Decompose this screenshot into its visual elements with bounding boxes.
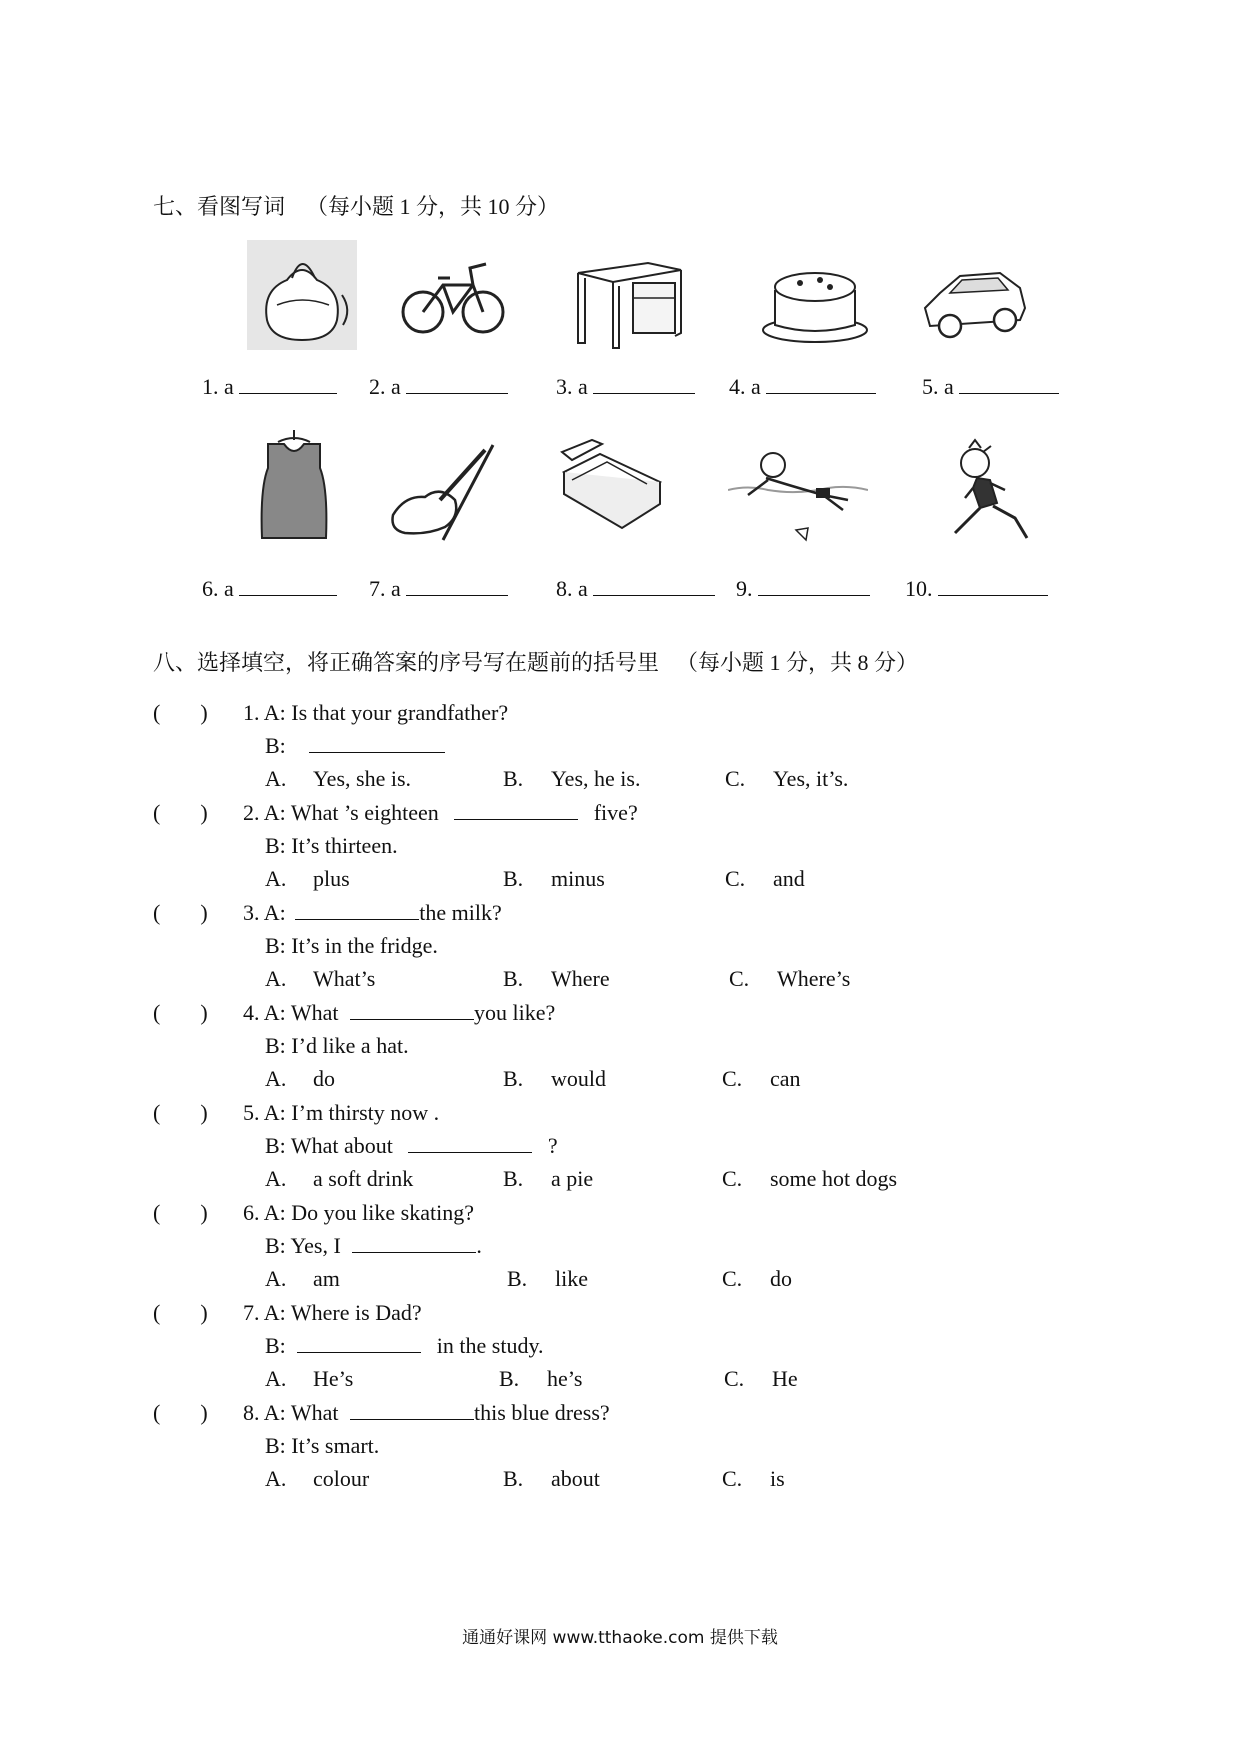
question-line-a: 3. A: the milk? bbox=[243, 900, 502, 925]
option-b: B. Yes, he is. bbox=[503, 766, 641, 791]
answer-parentheses[interactable]: ( ) bbox=[153, 900, 208, 925]
option-a: A. What’s bbox=[265, 966, 376, 991]
section-7-heading: 七、看图写词 bbox=[153, 195, 286, 220]
picture-caption: 10. bbox=[905, 576, 1048, 602]
question-line-b: B: I’d like a hat. bbox=[265, 1033, 409, 1058]
option-b: B. like bbox=[507, 1266, 588, 1291]
option-a: A. He’s bbox=[265, 1366, 354, 1391]
option-c: C. and bbox=[725, 866, 805, 891]
question-line-b: B: It’s smart. bbox=[265, 1433, 380, 1458]
option-b: B. he’s bbox=[499, 1366, 583, 1391]
section-8-points: （每小题 1 分，共 8 分） bbox=[676, 650, 919, 675]
picture-caption: 4. a bbox=[729, 374, 876, 400]
section-8-heading: 八、选择填空，将正确答案的序号写在题前的括号里 bbox=[153, 651, 660, 676]
option-c: C. can bbox=[722, 1066, 801, 1091]
question-line-a: 6. A: Do you like skating? bbox=[243, 1200, 474, 1225]
answer-parentheses[interactable]: ( ) bbox=[153, 1200, 208, 1225]
answer-parentheses[interactable]: ( ) bbox=[153, 1300, 208, 1325]
swimming-boy-icon bbox=[728, 440, 868, 550]
answer-blank[interactable] bbox=[297, 1334, 421, 1353]
question-2 bbox=[0, 800, 1240, 900]
car-icon bbox=[920, 248, 1030, 358]
bicycle-icon bbox=[398, 240, 508, 350]
running-boy-icon bbox=[935, 438, 1045, 548]
picture-caption: 9. bbox=[736, 576, 870, 602]
answer-blank[interactable] bbox=[408, 1134, 532, 1153]
question-line-a: 2. A: What ’s eighteen five? bbox=[243, 800, 638, 825]
option-a: A. am bbox=[265, 1266, 340, 1291]
question-line-b: B: in the study. bbox=[265, 1333, 544, 1358]
question-line-b: B: What about ? bbox=[265, 1133, 558, 1158]
answer-blank[interactable] bbox=[938, 577, 1048, 596]
option-c: C. do bbox=[722, 1266, 792, 1291]
picture-caption: 6. a bbox=[202, 576, 337, 602]
question-line-b: B: bbox=[265, 733, 445, 759]
option-c: C. Yes, it’s. bbox=[725, 766, 849, 791]
answer-blank[interactable] bbox=[406, 375, 508, 394]
option-a: A. Yes, she is. bbox=[265, 766, 412, 791]
answer-blank[interactable] bbox=[239, 375, 337, 394]
answer-blank[interactable] bbox=[758, 577, 870, 596]
option-a: A. colour bbox=[265, 1466, 370, 1491]
question-line-a: 5. A: I’m thirsty now . bbox=[243, 1100, 440, 1125]
picture-caption: 2. a bbox=[369, 374, 508, 400]
picture-caption: 3. a bbox=[556, 374, 695, 400]
answer-parentheses[interactable]: ( ) bbox=[153, 700, 208, 725]
option-c: C. some hot dogs bbox=[722, 1166, 898, 1191]
answer-blank[interactable] bbox=[454, 801, 578, 820]
question-line-b: B: It’s thirteen. bbox=[265, 833, 398, 858]
option-c: C. is bbox=[722, 1466, 785, 1491]
cake-icon bbox=[760, 245, 870, 355]
question-line-a: 1. A: Is that your grandfather? bbox=[243, 700, 509, 725]
option-a: A. plus bbox=[265, 866, 350, 891]
answer-blank[interactable] bbox=[766, 375, 876, 394]
question-5 bbox=[0, 1100, 1240, 1200]
section-7-title bbox=[153, 190, 559, 221]
question-line-a: 7. A: Where is Dad? bbox=[243, 1300, 422, 1325]
answer-blank[interactable] bbox=[309, 734, 445, 753]
bag-icon bbox=[247, 240, 357, 350]
question-line-a: 4. A: What you like? bbox=[243, 1000, 556, 1025]
answer-blank[interactable] bbox=[959, 375, 1059, 394]
desk-icon bbox=[573, 248, 683, 358]
option-a: A. do bbox=[265, 1066, 335, 1091]
option-c: C. He bbox=[724, 1366, 798, 1391]
picture-caption: 5. a bbox=[922, 374, 1059, 400]
option-b: B. Where bbox=[503, 966, 610, 991]
answer-blank[interactable] bbox=[593, 577, 715, 596]
answer-blank[interactable] bbox=[593, 375, 695, 394]
answer-blank[interactable] bbox=[352, 1234, 476, 1253]
option-b: B. a pie bbox=[503, 1166, 594, 1191]
picture-caption: 7. a bbox=[369, 576, 508, 602]
violin-icon bbox=[385, 435, 495, 545]
question-3 bbox=[0, 900, 1240, 1000]
answer-parentheses[interactable]: ( ) bbox=[153, 1400, 208, 1425]
question-line-b: B: It’s in the fridge. bbox=[265, 933, 438, 958]
option-a: A. a soft drink bbox=[265, 1166, 414, 1191]
question-7 bbox=[0, 1300, 1240, 1400]
section-7-points: （每小题 1 分，共 10 分） bbox=[306, 194, 560, 219]
answer-blank[interactable] bbox=[350, 1001, 474, 1020]
page-footer: 通通好课网 www.tthaoke.com 提供下载 bbox=[462, 1628, 778, 1648]
option-b: B. would bbox=[503, 1066, 606, 1091]
answer-blank[interactable] bbox=[295, 901, 419, 920]
option-b: B. minus bbox=[503, 866, 605, 891]
question-line-b: B: Yes, I . bbox=[265, 1233, 482, 1258]
vest-icon bbox=[248, 428, 340, 543]
question-1 bbox=[0, 700, 1240, 800]
question-4 bbox=[0, 1000, 1240, 1100]
answer-parentheses[interactable]: ( ) bbox=[153, 800, 208, 825]
option-c: C. Where’s bbox=[729, 966, 851, 991]
picture-caption: 1. a bbox=[202, 374, 337, 400]
answer-blank[interactable] bbox=[350, 1401, 474, 1420]
question-8 bbox=[0, 1400, 1240, 1500]
section-8-title bbox=[153, 646, 918, 677]
answer-parentheses[interactable]: ( ) bbox=[153, 1100, 208, 1125]
question-line-a: 8. A: What this blue dress? bbox=[243, 1400, 610, 1425]
picture-caption: 8. a bbox=[556, 576, 715, 602]
bed-icon bbox=[552, 432, 662, 542]
answer-blank[interactable] bbox=[239, 577, 337, 596]
answer-parentheses[interactable]: ( ) bbox=[153, 1000, 208, 1025]
option-b: B. about bbox=[503, 1466, 600, 1491]
question-6 bbox=[0, 1200, 1240, 1300]
answer-blank[interactable] bbox=[406, 577, 508, 596]
